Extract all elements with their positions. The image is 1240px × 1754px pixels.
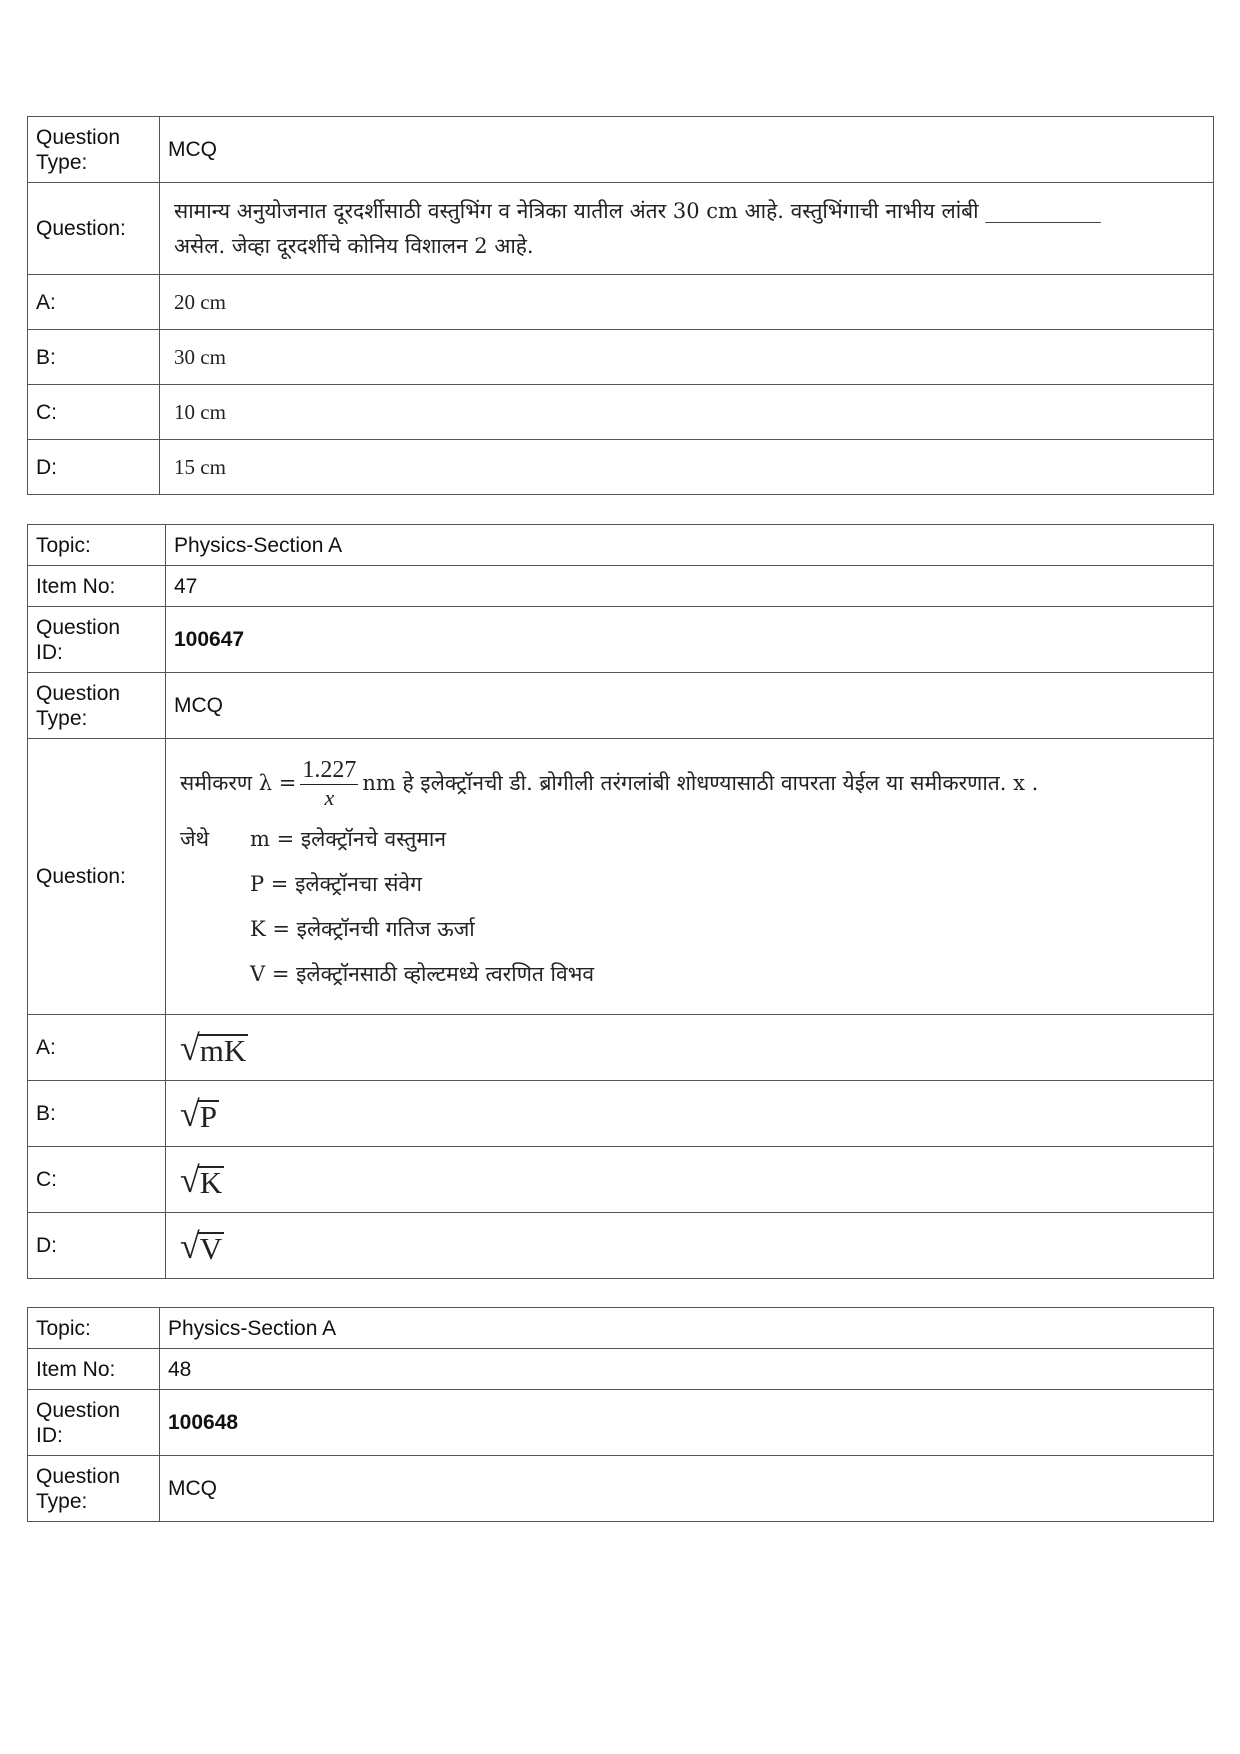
sqrt-expression: [180, 1093, 219, 1134]
row-item-no: [28, 566, 1214, 607]
question-line-2: असेल. जेव्हा दूरदर्शीचे कोनिय विशालन 2 आहे.: [174, 233, 534, 258]
row-question-id: [28, 607, 1214, 673]
option-row-a: [28, 275, 1214, 330]
value-question-type: MCQ: [166, 673, 1214, 739]
option-row-a: [28, 1015, 1214, 1081]
label-item-no: Item No:: [28, 1349, 160, 1390]
label-question-type: Question Type:: [28, 1456, 160, 1522]
radicand: K: [199, 1164, 223, 1200]
formula-line: [180, 756, 1205, 811]
value-topic: Physics-Section A: [166, 525, 1214, 566]
label-question: Question:: [28, 183, 160, 275]
question-table-3: [27, 1307, 1214, 1522]
definition-text: m = इलेक्ट्रॉनचे वस्तुमान: [250, 827, 447, 851]
row-question: [28, 739, 1214, 1015]
radicand: mK: [199, 1032, 247, 1068]
value-question-type: MCQ: [160, 117, 1214, 183]
option-value: [166, 1213, 1214, 1279]
label-item-no: Item No:: [28, 566, 166, 607]
row-question-type: [28, 673, 1214, 739]
sqrt-expression: [180, 1225, 224, 1266]
option-label: C:: [28, 1147, 166, 1213]
option-value: [166, 1015, 1214, 1081]
radicand: V: [199, 1230, 223, 1266]
sqrt-expression: [180, 1159, 224, 1200]
label-topic: Topic:: [28, 1308, 160, 1349]
option-value: [166, 1081, 1214, 1147]
option-value: 10 cm: [160, 385, 1214, 440]
option-row-c: [28, 385, 1214, 440]
row-question-type: [28, 1456, 1214, 1522]
question-body: [166, 739, 1214, 1015]
option-value: [166, 1147, 1214, 1213]
option-label: D:: [28, 1213, 166, 1279]
value-item-no: 47: [166, 566, 1214, 607]
option-label: C:: [28, 385, 160, 440]
value-question-id: 100648: [160, 1390, 1214, 1456]
definition-line: V = इलेक्ट्रॉनसाठी व्होल्टमध्ये त्वरणित विभव: [250, 962, 595, 986]
question-table-1: [27, 116, 1214, 495]
radical-sign: √: [180, 1093, 200, 1134]
label-question: Question:: [28, 739, 166, 1015]
formula-numerator: 1.227: [302, 757, 357, 783]
option-row-b: [28, 330, 1214, 385]
option-row-d: [28, 440, 1214, 495]
row-question-id: [28, 1390, 1214, 1456]
formula-prefix: समीकरण λ =: [180, 771, 297, 795]
radical-sign: √: [180, 1027, 200, 1068]
label-topic: Topic:: [28, 525, 166, 566]
option-label: A:: [28, 1015, 166, 1081]
definition-line: K = इलेक्ट्रॉनची गतिज ऊर्जा: [250, 917, 475, 941]
definition-line: P = इलेक्ट्रॉनचा संवेग: [250, 872, 422, 896]
option-row-b: [28, 1081, 1214, 1147]
option-label: B:: [28, 330, 160, 385]
question-text: [160, 183, 1214, 275]
label-question-id: Question ID:: [28, 1390, 160, 1456]
option-value: 20 cm: [160, 275, 1214, 330]
row-topic: [28, 1308, 1214, 1349]
value-question-type: MCQ: [160, 1456, 1214, 1522]
row-topic: [28, 525, 1214, 566]
definition-line: [180, 817, 1205, 862]
definition-list: [180, 817, 1205, 997]
option-row-d: [28, 1213, 1214, 1279]
option-value: 30 cm: [160, 330, 1214, 385]
row-item-no: [28, 1349, 1214, 1390]
where-word: जेथे: [180, 827, 210, 851]
row-question-type: [28, 117, 1214, 183]
question-table-2: [27, 524, 1214, 1279]
label-question-type: Question Type:: [28, 117, 160, 183]
label-question-type: Question Type:: [28, 673, 166, 739]
value-item-no: 48: [160, 1349, 1214, 1390]
option-label: A:: [28, 275, 160, 330]
sqrt-expression: [180, 1027, 248, 1068]
value-question-id: 100647: [166, 607, 1214, 673]
option-label: D:: [28, 440, 160, 495]
formula-fraction: [300, 756, 358, 811]
formula-denominator: x: [324, 785, 335, 810]
label-question-id: Question ID:: [28, 607, 166, 673]
value-topic: Physics-Section A: [160, 1308, 1214, 1349]
radical-sign: √: [180, 1159, 200, 1200]
formula-suffix: nm हे इलेक्ट्रॉनची डी. ब्रोगीली तरंगलांबी शोधण्यासाठी वापरता येईल या समीकरणात. x .: [362, 771, 1039, 795]
question-line-1: सामान्य अनुयोजनात दूरदर्शीसाठी वस्तुभिंग व नेत्रिका यातील अंतर 30 cm आहे. वस्तुभिंगाची नाभीय लांबी ___________: [174, 198, 1101, 223]
option-label: B:: [28, 1081, 166, 1147]
option-row-c: [28, 1147, 1214, 1213]
radicand: P: [199, 1098, 218, 1134]
option-value: 15 cm: [160, 440, 1214, 495]
radical-sign: √: [180, 1225, 200, 1266]
row-question: [28, 183, 1214, 275]
